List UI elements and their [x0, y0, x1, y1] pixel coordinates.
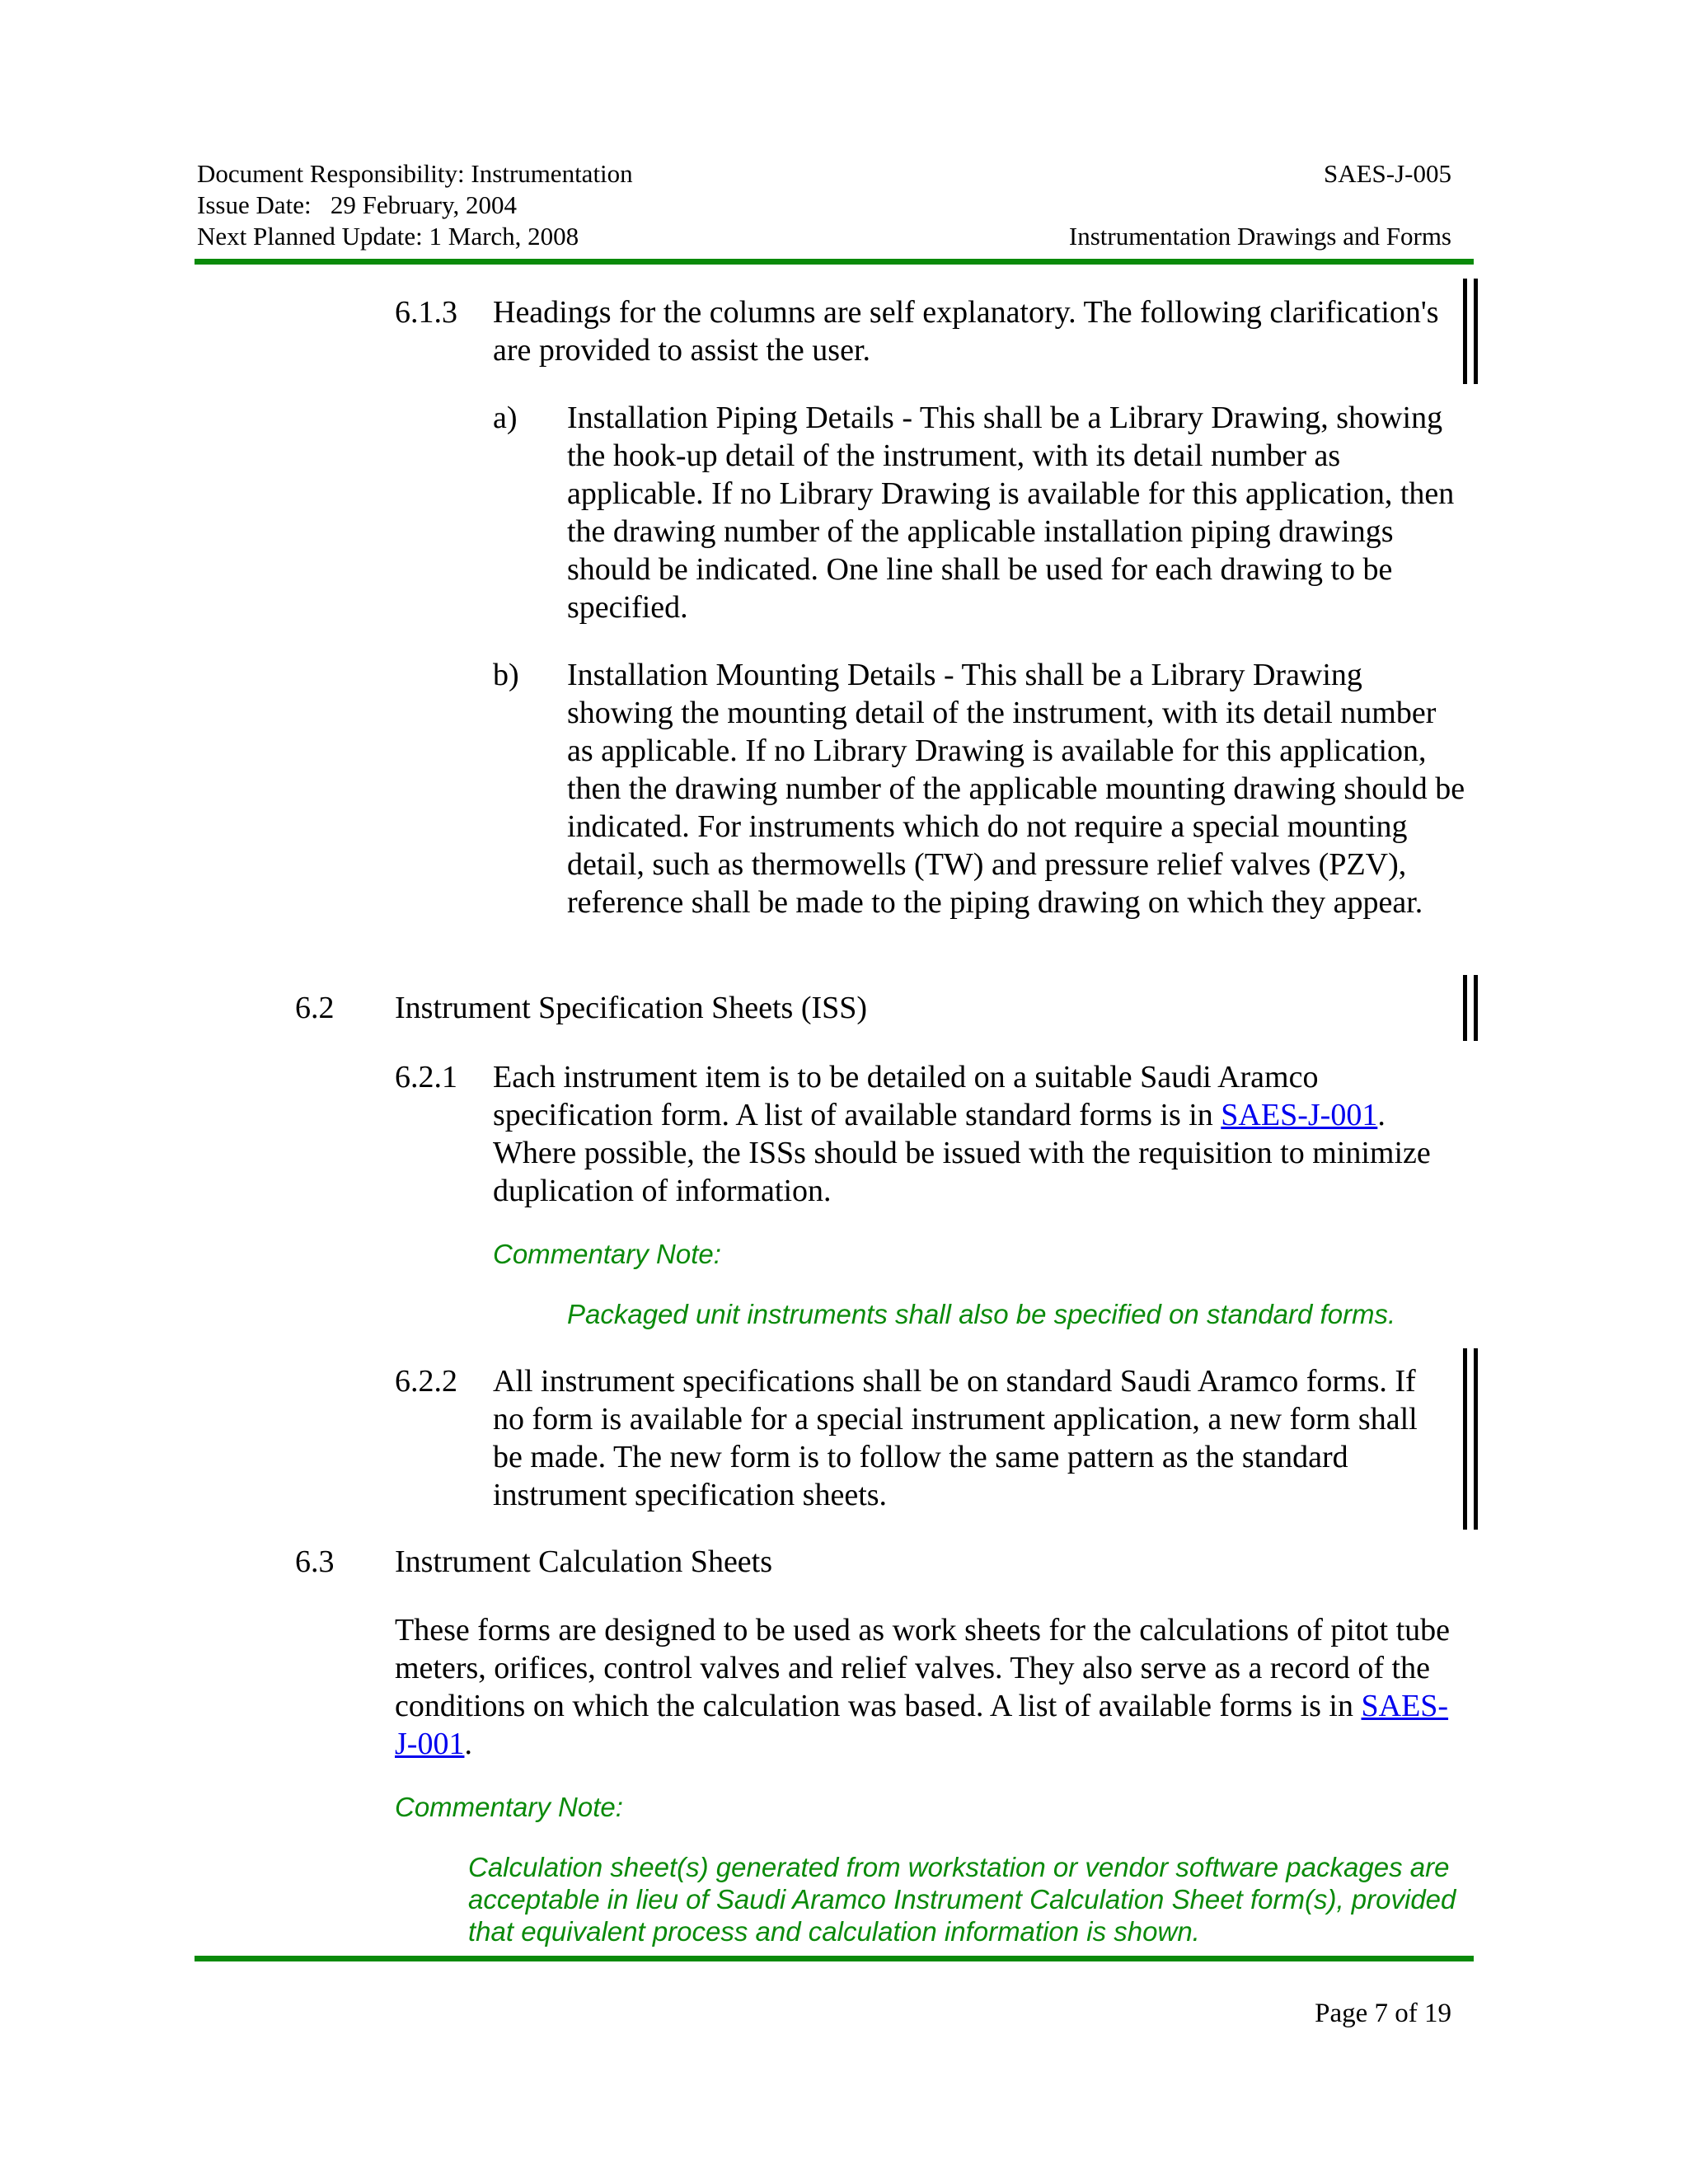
- section-6-2-2-text: All instrument specifications shall be on standard Saudi Aramco forms. If no form is available for a special instrument application, a new form shall be made. The new form is to follow the same pattern as the standard instrument specification sheets.: [493, 1364, 1418, 1512]
- saes-j-001-link[interactable]: SAES-J-001: [395, 1689, 1449, 1761]
- commentary-note-text: Calculation sheet(s) generated from workstation or vendor software packages are acceptable in lieu of Saudi Aramco Instrument Calculation Sheet form(s), provided that equivalent process and calculation information is shown.: [468, 1852, 1456, 1947]
- section-6-3-text: [395, 1611, 1458, 1763]
- change-bar: [1463, 1348, 1478, 1530]
- header-doc-title: Instrumentation Drawings and Forms: [1068, 222, 1451, 251]
- section-6-3-text-start: These forms are designed to be used as work sheets for the calculations of pitot tube meters, orifices, control valves and relief valves. They also serve as a record of the conditions on which the calculation was based. A list of available forms is in: [395, 1613, 1451, 1723]
- section-6-3-title: Instrument Calculation Sheets: [395, 1544, 773, 1579]
- change-bar: [1463, 279, 1478, 384]
- section-number-6-2-1: 6.2.1: [395, 1060, 457, 1094]
- commentary-note-label: Commentary Note:: [493, 1239, 721, 1269]
- header-doc-number: SAES-J-005: [1323, 159, 1451, 188]
- section-number-6-2-2: 6.2.2: [395, 1364, 457, 1399]
- header-responsibility: Document Responsibility: Instrumentation: [197, 159, 633, 188]
- section-6-1-3-text: Headings for the columns are self explanatory. The following clarification's are provided to assist the user.: [493, 295, 1439, 368]
- commentary-note-text: Packaged unit instruments shall also be specified on standard forms.: [567, 1299, 1396, 1329]
- saes-j-001-link[interactable]: SAES-J-001: [1221, 1098, 1378, 1132]
- commentary-note-label: Commentary Note:: [395, 1792, 623, 1822]
- item-label-b: b): [493, 658, 519, 692]
- header-next-update: Next Planned Update: 1 March, 2008: [197, 222, 579, 251]
- section-number-6-1-3: 6.1.3: [395, 295, 457, 330]
- header-rule: [195, 259, 1474, 265]
- item-b-text: Installation Mounting Details - This shall be a Library Drawing showing the mounting detail of the instrument, with its detail number as applicable. If no Library Drawing is available for this application, then the drawing number of the applicable mounting drawing should be indicated. For instruments which do not require a special mounting detail, such as thermowells (TW) and pressure relief valves (PZV), reference shall be made to the piping drawing on which they appear.: [567, 658, 1465, 920]
- item-label-a: a): [493, 401, 518, 435]
- section-6-2-1-text-end: . Where possible, the ISSs should be issued with the requisition to minimize duplication of information.: [493, 1098, 1431, 1208]
- section-number-6-3: 6.3: [295, 1544, 335, 1579]
- header-issue-date: Issue Date: 29 February, 2004: [197, 190, 517, 219]
- footer-rule: [195, 1956, 1474, 1961]
- section-number-6-2: 6.2: [295, 991, 335, 1025]
- item-a-text: Installation Piping Details - This shall be a Library Drawing, showing the hook-up detail of the instrument, with its detail number as applicable. If no Library Drawing is available for this application, then the drawing number of the applicable installation piping drawings should be indicated. One line shall be used for each drawing to be specified.: [567, 401, 1455, 625]
- section-6-2-1-text-start: Each instrument item is to be detailed on a suitable Saudi Aramco specification form. A list of available standard forms is in: [493, 1060, 1319, 1132]
- section-6-2-title: Instrument Specification Sheets (ISS): [395, 991, 868, 1025]
- change-bar: [1463, 975, 1478, 1041]
- page-number: Page 7 of 19: [1315, 1999, 1451, 2028]
- section-6-3-text-end: .: [464, 1727, 472, 1761]
- section-6-2-1-text: [493, 1058, 1470, 1210]
